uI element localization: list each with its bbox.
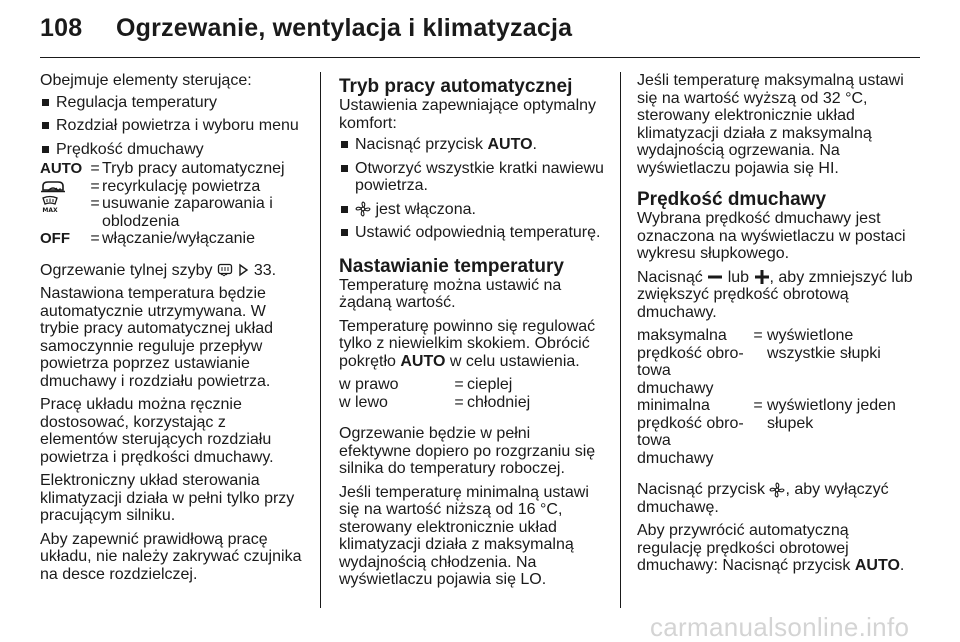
paragraph: Aby zapewnić prawidłową pracę układu, nie należy zakrywać czujnika na desce rozdzielczej. <box>40 530 302 583</box>
list-item <box>339 136 605 154</box>
def-term-auto: AUTO <box>40 160 83 177</box>
def-text: wyświetlony jeden słupek <box>767 397 896 432</box>
paragraph: Ogrzewanie będzie w pełni efektywne dopiero po rozgrzaniu się silnika do temperatury roboczej. <box>339 425 596 477</box>
eq-sign: = <box>753 327 763 344</box>
paragraph: Nastawiona temperatura będzie automatycznie utrzymywana. W trybie pracy automatycznej układ samoczynnie reguluje przepływ powietrza poprzez ustawianie dmuchawy i rozdziału powietrza. <box>40 285 273 390</box>
section-heading: Nastawianie temperatury <box>339 255 564 277</box>
recirculation-icon <box>40 178 88 196</box>
auto-steps-list <box>339 136 605 242</box>
text-span: Aby przywrócić automatyczną regulację prędkości obrotowej dmuchawy: Nacisnąć przycisk <box>637 522 855 574</box>
list-item: Prędkość dmuchawy <box>40 141 302 159</box>
def-text: cieplej <box>467 376 513 393</box>
control-definitions <box>40 160 302 248</box>
text-span: . <box>899 557 905 574</box>
text-span: , aby wyłączyć dmuchawę. <box>637 481 889 516</box>
keyword: AUTO <box>400 352 446 370</box>
def-term: w prawo <box>339 376 399 393</box>
list-item: Regulacja temperatury <box>40 94 302 112</box>
intro-text: Obejmuje elementy sterujące: <box>40 72 252 89</box>
text-span: Temperaturę powinno się regulować tylko z niewielkim skokiem. Obrócić pokrętło <box>339 317 596 370</box>
page-header <box>40 14 920 58</box>
page-reference-icon <box>237 262 249 279</box>
text-span: Nacisnąć przycisk <box>637 481 770 498</box>
list-item: Ustawić odpowiednią temperaturę. <box>339 224 605 242</box>
fan-speed-definitions <box>637 327 917 467</box>
plus-icon <box>754 269 770 286</box>
paragraph: Elektroniczny układ sterowania klimatyzacji działa w pełni tylko przy pracującym silniku. <box>40 472 295 524</box>
paragraph: Pracę układu można ręcznie dostosować, korzystając z elementów sterujących rozdziału powietrza i prędkości dmuchawy. <box>40 396 274 466</box>
fan-icon <box>355 201 371 218</box>
column-left <box>40 72 302 589</box>
text-span: Ogrzewanie tylnej szyby <box>40 261 217 279</box>
def-term: minimalna prędkość obro-towa dmuchawy <box>637 397 744 467</box>
rear-window-heat-icon <box>217 262 233 279</box>
text-span: lub <box>723 268 754 286</box>
list-item: Rozdział powietrza i wyboru menu <box>40 117 302 135</box>
def-text: wyświetlone wszystkie słupki <box>767 327 881 362</box>
watermark: carmanualsonline.info <box>650 612 910 642</box>
eq-sign: = <box>454 393 464 411</box>
text-span: 33. <box>249 261 277 279</box>
eq-sign: = <box>90 195 100 212</box>
def-term-off: OFF <box>40 230 70 247</box>
def-text: Tryb pracy automatycznej <box>102 160 285 177</box>
keyword: AUTO <box>487 136 533 153</box>
def-term: w lewo <box>339 393 388 411</box>
section-heading: Tryb pracy automatycznej <box>339 76 573 97</box>
rotation-definitions <box>339 376 605 411</box>
paragraph <box>637 269 917 322</box>
paragraph <box>339 318 605 371</box>
section-subtitle: Wybrana prędkość dmuchawy jest oznaczona na wyświetlaczu w postaci wykresu słupkowego. <box>637 210 906 262</box>
paragraph: Jeśli temperaturę maksymalną ustawi się na wartość wyższą od 32 °C, sterowany elektronicznie układ klimatyzacji działa z maksymalną wydajnością ogrzewania. Na wyświetlaczu pojawia się HI. <box>637 72 904 177</box>
eq-sign: = <box>753 397 763 414</box>
eq-sign: = <box>90 177 100 195</box>
minus-icon <box>707 269 723 286</box>
list-item <box>339 201 605 219</box>
section-subtitle: Temperaturę można ustawić na żądaną wartość. <box>339 276 562 311</box>
rear-window-paragraph <box>40 262 302 280</box>
controls-list <box>40 94 302 159</box>
def-text: włączanie/wyłączanie <box>102 230 255 247</box>
fan-icon <box>769 481 785 498</box>
eq-sign: = <box>454 376 464 393</box>
column-middle <box>339 72 605 595</box>
eq-sign: = <box>90 230 100 247</box>
text-span: w celu ustawienia. <box>445 352 580 370</box>
eq-sign: = <box>90 160 100 177</box>
text-span: jest włączona. <box>371 200 476 218</box>
keyword: AUTO <box>854 557 900 574</box>
column-divider <box>320 72 321 608</box>
max-defrost-icon <box>40 195 88 230</box>
list-item: Otworzyć wszystkie kratki nawiewu powietrza. <box>339 160 605 195</box>
paragraph: Jeśli temperaturę minimalną ustawi się na wartość niższą od 16 °C, sterowany elektronicznie układ klimatyzacji działa z maksymalną wydajnością chłodzenia. Na wyświetlaczu pojawia się LO. <box>339 483 589 588</box>
text-span: , aby zmniejszyć lub zwiększyć prędkość obrotową dmuchawy. <box>637 268 913 321</box>
paragraph <box>637 481 917 516</box>
def-text: chłodniej <box>467 393 531 411</box>
def-text: usuwanie zaparowania i oblodzenia <box>102 195 273 230</box>
svg-text:MAX: MAX <box>42 207 58 214</box>
column-right <box>637 72 917 581</box>
section-subtitle: Ustawienia zapewniające optymalny komfort: <box>339 97 597 132</box>
text-span: Nacisnąć <box>637 268 708 286</box>
text-span: Nacisnąć przycisk <box>355 136 488 153</box>
page-number: 108 <box>40 14 83 42</box>
header-divider <box>40 57 920 58</box>
page-title: Ogrzewanie, wentylacja i klimatyzacja <box>116 14 573 42</box>
paragraph <box>637 522 917 575</box>
def-text: recyrkulację powietrza <box>102 177 261 195</box>
def-term: maksymalna prędkość obro-towa dmuchawy <box>637 327 744 397</box>
column-divider <box>620 72 621 608</box>
text-span: . <box>532 136 537 153</box>
section-heading: Prędkość dmuchawy <box>637 189 827 210</box>
